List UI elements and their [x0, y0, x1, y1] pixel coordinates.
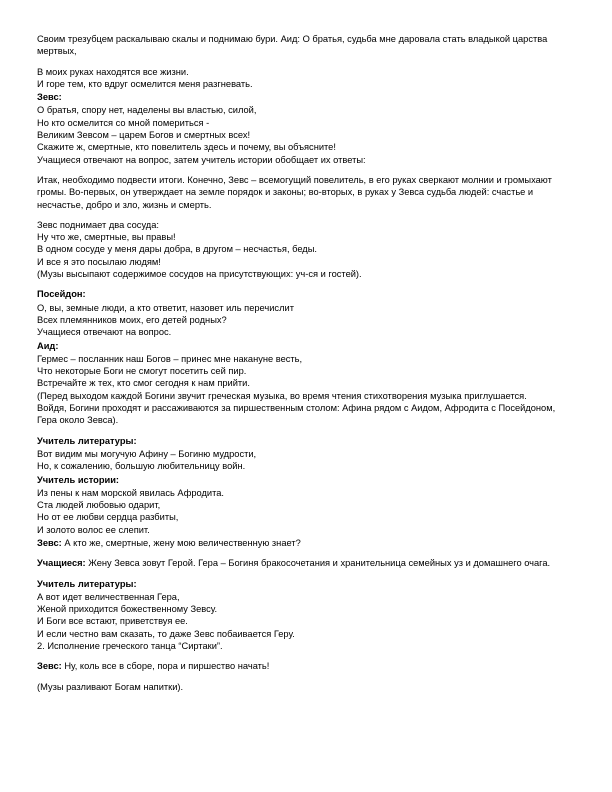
text-line: Вот видим мы могучую Афину – Богиню мудрости,	[37, 448, 257, 459]
speaker-name: Посейдон:	[37, 289, 86, 300]
text-line: И горе тем, кто вдруг осмелится меня разгневать.	[37, 78, 253, 89]
speaker-name: Учитель литературы:	[37, 578, 137, 589]
text-line: (Перед выходом каждой Богини звучит греческая музыка, во время чтения стихотворения музыка приглушается.	[37, 390, 527, 401]
speaker-line	[37, 557, 577, 569]
text-line: Ну что же, смертные, вы правы!	[37, 232, 176, 243]
text-line: И если честно вам сказать, то даже Зевс побаивается Геру.	[37, 628, 295, 639]
text-paragraph	[37, 302, 577, 339]
speaker-line	[37, 435, 577, 447]
text-line: Ста людей любовью одарит,	[37, 500, 161, 511]
speaker-line	[37, 537, 577, 549]
speaker-text: А кто же, смертные, жену мою величественную знает?	[61, 537, 301, 548]
text-paragraph	[37, 353, 577, 427]
text-line: И золото волос ее слепит.	[37, 524, 150, 535]
text-paragraph	[37, 487, 577, 536]
text-line: Но, к сожалению, большую любительницу войн.	[37, 461, 246, 472]
speaker-line	[37, 660, 577, 672]
text-line: Великим Зевсом – царем Богов и смертных всех!	[37, 130, 251, 141]
text-line: 2. Исполнение греческого танца “Сиртаки”.	[37, 641, 223, 652]
document-body	[37, 33, 577, 701]
text-line: Всех племянников моих, его детей родных?	[37, 314, 227, 325]
text-line: Гермес – посланник наш Богов – принес мне накануне весть,	[37, 353, 303, 364]
text-paragraph	[37, 591, 577, 652]
speaker-name: Аид:	[37, 340, 59, 351]
text-line: Но кто осмелится со мной помериться -	[37, 117, 210, 128]
speaker-name: Зевс:	[37, 661, 62, 672]
text-line: Встречайте ж тех, кто смог сегодня к нам прийти.	[37, 378, 250, 389]
text-line: Итак, необходимо подвести итоги. Конечно, Зевс – всемогущий повелитель, в его руках сверкают молнии и громыхают громы. Во-первых, он утверждает на земле порядок и законы; во-вторых, в руках у Зевса судьба людей: счастье и несчастье, добро и зло, жизнь и смерть.	[37, 174, 552, 210]
text-paragraph	[37, 174, 577, 211]
text-line: Но от ее любви сердца разбиты,	[37, 512, 179, 523]
text-paragraph	[37, 104, 577, 165]
speaker-line	[37, 578, 577, 590]
text-paragraph	[37, 448, 577, 473]
text-line: О братья, спору нет, наделены вы властью, силой,	[37, 105, 257, 116]
text-line: И все я это посылаю людям!	[37, 256, 161, 267]
speaker-name: Учащиеся:	[37, 558, 86, 569]
speaker-name: Зевс:	[37, 92, 62, 103]
text-line: Женой приходится божественному Зевсу.	[37, 604, 218, 615]
text-line: Учащиеся отвечают на вопрос.	[37, 327, 172, 338]
speaker-name: Учитель литературы:	[37, 435, 137, 446]
text-line: В моих руках находятся все жизни.	[37, 66, 189, 77]
text-line: Что некоторые Боги не смогут посетить сей пир.	[37, 366, 247, 377]
text-line: В одном сосуде у меня дары добра, в другом – несчастья, беды.	[37, 244, 317, 255]
text-line: Учащиеся отвечают на вопрос, затем учитель истории обобщает их ответы:	[37, 154, 366, 165]
text-line: Из пены к нам морской явилась Афродита.	[37, 487, 225, 498]
speaker-text: Жену Зевса зовут Герой. Гера – Богиня бракосочетания и хранительница семейных уз и домашнего очага.	[85, 558, 551, 569]
speaker-line	[37, 340, 577, 352]
text-line: А вот идет величественная Гера,	[37, 591, 180, 602]
text-paragraph	[37, 681, 577, 693]
text-line: И Боги все встают, приветствуя ее.	[37, 616, 188, 627]
speaker-line	[37, 288, 577, 300]
speaker-name: Зевс:	[37, 537, 62, 548]
speaker-text: Ну, коль все в сборе, пора и пиршество начать!	[61, 661, 270, 672]
speaker-line	[37, 91, 577, 103]
text-paragraph	[37, 33, 577, 58]
text-line: (Музы разливают Богам напитки).	[37, 681, 184, 692]
text-line: Войдя, Богини проходят и рассаживаются за пиршественным столом: Афина рядом с Аидом, Афродита с Посейдоном, Гера около Зевса).	[37, 403, 556, 426]
text-line: Зевс поднимает два сосуда:	[37, 219, 159, 230]
text-paragraph	[37, 66, 577, 91]
speaker-line	[37, 474, 577, 486]
text-line: О, вы, земные люди, а кто ответит, назовет иль перечислит	[37, 302, 294, 313]
speaker-name: Учитель истории:	[37, 474, 120, 485]
text-line: Своим трезубцем раскалываю скалы и поднимаю бури. Аид: О братья, судьба мне даровала стать владыкой царства мертвых,	[37, 34, 548, 57]
text-line: (Музы высыпают содержимое сосудов на присутствующих: уч-ся и гостей).	[37, 269, 362, 280]
text-paragraph	[37, 219, 577, 280]
text-line: Скажите ж, смертные, кто повелитель здесь и почему, вы объясните!	[37, 142, 336, 153]
